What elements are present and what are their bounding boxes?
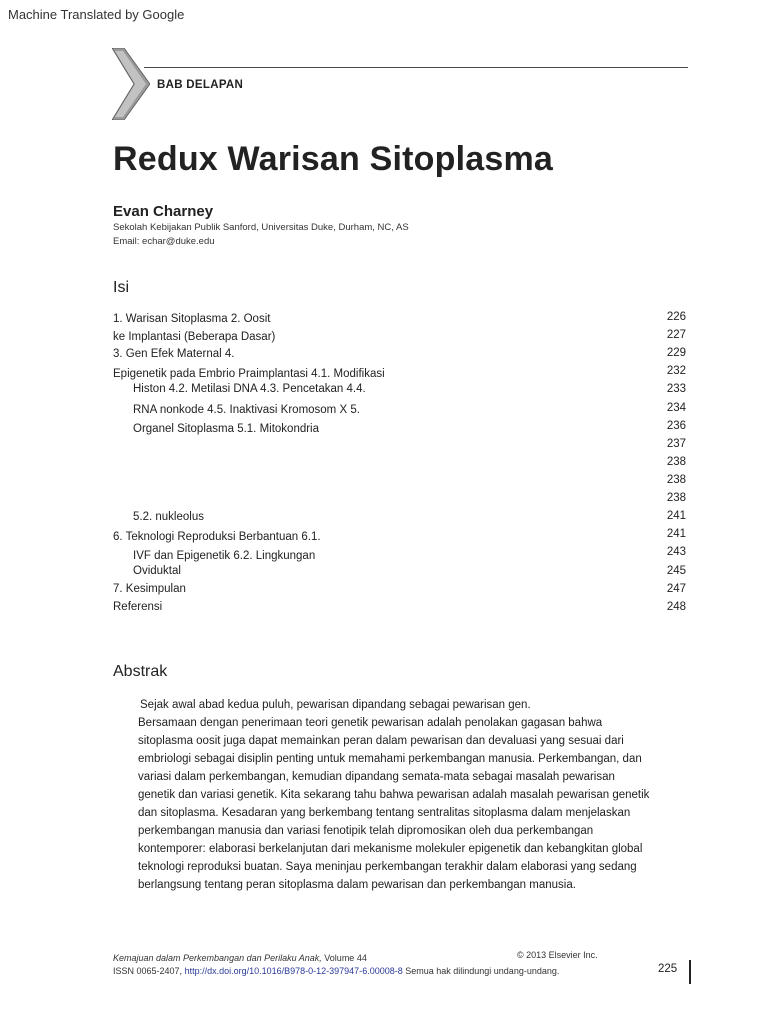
toc-page-number: 236 [666,420,686,432]
abstract-line: Sejak awal abad kedua puluh, pewarisan dipandang sebagai pewarisan gen. [140,699,531,711]
toc-page-number: 232 [666,365,686,377]
author-email: Email: echar@duke.edu [113,236,215,247]
abstract-line: variasi dalam perkembangan, kemudian dipandang semata-mata sebagai masalah pewarisan [138,771,615,783]
chapter-rule [144,67,688,68]
toc-page-number: 238 [666,492,686,504]
toc-page-number: 247 [666,583,686,595]
toc-heading: Isi [113,279,129,296]
toc-entry[interactable]: Referensi [113,601,163,613]
abstract-line: berlangsung tentang peran sitoplasma dalam pewarisan dan perkembangan manusia. [138,879,576,891]
machine-translation-banner: Machine Translated by Google [8,7,185,22]
abstract-line: sitoplasma oosit juga dapat memainkan peran dalam pewarisan dan devaluasi yang sesuai dari [138,735,624,747]
toc-page-number: 226 [666,311,686,323]
abstract-line: genetik dan variasi genetik. Kita sekarang tahu bahwa pewarisan adalah masalah pewarisan genetik [138,789,650,801]
page-number-bar [689,960,691,984]
toc-page-number: 245 [666,565,686,577]
toc-entry[interactable]: 6. Teknologi Reproduksi Berbantuan 6.1. [113,531,321,543]
chapter-label: BAB DELAPAN [157,79,244,91]
toc-page-number: 241 [666,510,686,522]
series-volume: Volume 44 [321,953,367,963]
toc-entry[interactable]: RNA nonkode 4.5. Inaktivasi Kromosom X 5. [133,404,360,416]
toc-entry[interactable]: 1. Warisan Sitoplasma 2. Oosit [113,313,271,325]
toc-entry[interactable]: Histon 4.2. Metilasi DNA 4.3. Pencetakan 4.4. [133,383,366,395]
abstract-line: dan sitoplasma. Kesadaran yang berkembang tentang sentralitas sitoplasma dalam menjelaskan [138,807,631,819]
toc-page-number: 243 [666,546,686,558]
toc-entry[interactable]: IVF dan Epigenetik 6.2. Lingkungan [133,550,316,562]
chapter-chevron-icon [112,48,150,120]
footer-issn-line [113,966,559,976]
abstract-line: Bersamaan dengan penerimaan teori genetik pewarisan adalah penolakan gagasan bahwa [138,717,603,729]
chapter-title: Redux Warisan Sitoplasma [113,140,553,178]
footer-series-citation [113,953,367,963]
footer-copyright: © 2013 Elsevier Inc. [517,950,598,960]
author-name: Evan Charney [113,203,214,220]
series-title: Kemajuan dalam Perkembangan dan Perilaku Anak, [113,953,322,963]
abstract-line: teknologi reproduksi buatan. Saya meninjau perkembangan terakhir dalam elaborasi yang sedang [138,861,637,873]
abstract-line: kontemporer: elaborasi berkelanjutan dari mekanisme molekuler epigenetik dan kebangkitan global [138,843,643,855]
toc-page-number: 237 [666,438,686,450]
toc-page-number: 234 [666,402,686,414]
toc-page-number: 241 [666,528,686,540]
rights-text: Semua hak dilindungi undang-undang. [402,966,560,976]
toc-entry[interactable]: ke Implantasi (Beberapa Dasar) [113,331,276,343]
toc-page-number: 233 [666,383,686,395]
toc-page-number: 238 [666,474,686,486]
abstract-line: embriologi sebagai disiplin penting untuk memahami perkembangan manusia. Perkembangan, dan [138,753,642,765]
toc-entry[interactable]: 5.2. nukleolus [133,511,204,523]
abstract-line: perkembangan manusia dan variasi fenotipik telah dipromosikan oleh dua perkembangan [138,825,594,837]
issn-text: ISSN 0065-2407, [113,966,185,976]
toc-page-number: 238 [666,456,686,468]
doi-link[interactable]: http://dx.doi.org/10.1016/B978-0-12-397947-6.00008-8 [184,966,403,976]
toc-page-number: 227 [666,329,686,341]
toc-entry[interactable]: 3. Gen Efek Maternal 4. [113,348,235,360]
author-affiliation: Sekolah Kebijakan Publik Sanford, Universitas Duke, Durham, NC, AS [113,222,409,233]
toc-entry[interactable]: Organel Sitoplasma 5.1. Mitokondria [133,423,320,435]
toc-page-number: 248 [666,601,686,613]
toc-page-number: 229 [666,347,686,359]
toc-entry[interactable]: Oviduktal [133,565,181,577]
toc-entry[interactable]: Epigenetik pada Embrio Praimplantasi 4.1. Modifikasi [113,368,385,380]
page-number: 225 [658,963,678,975]
abstract-heading: Abstrak [113,663,168,680]
toc-entry[interactable]: 7. Kesimpulan [113,583,186,595]
